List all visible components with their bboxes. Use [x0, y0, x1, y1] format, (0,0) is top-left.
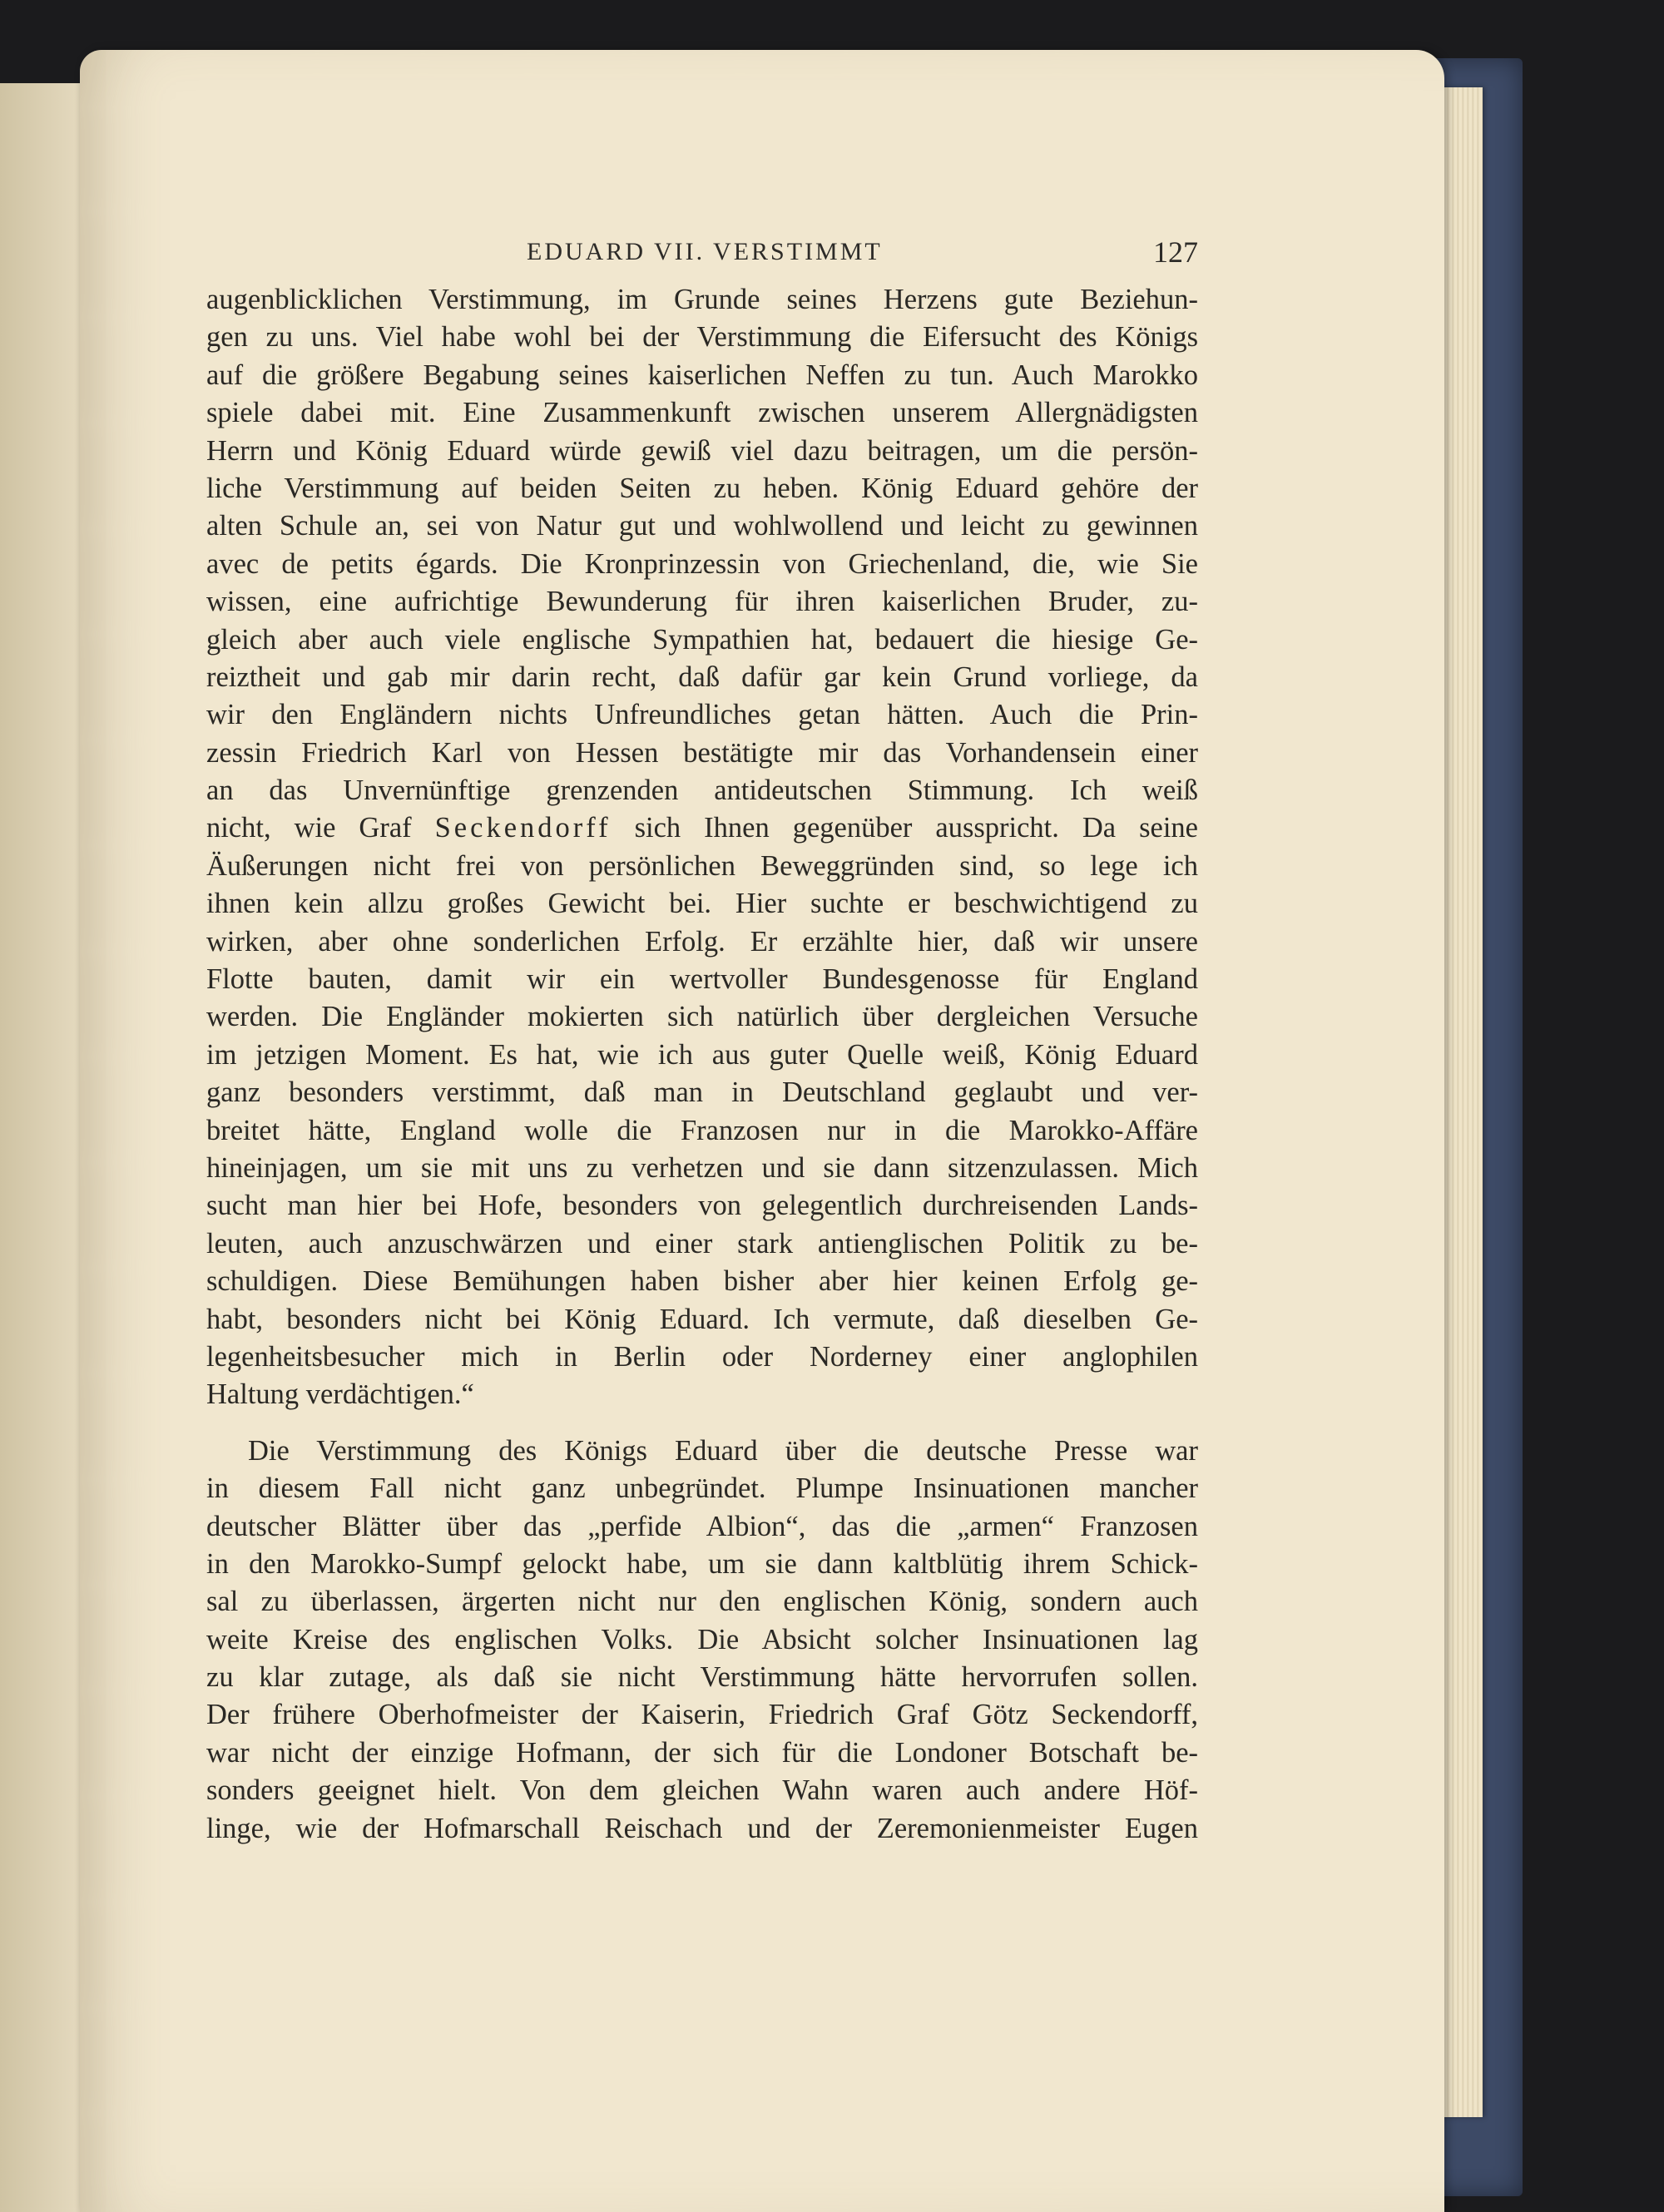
text-line: im jetzigen Moment. Es hat, wie ich aus guter Quelle weiß, König Eduard [206, 1038, 1198, 1071]
text-line: an das Unvernünftige grenzenden antideutschen Stimmung. Ich weiß [206, 774, 1198, 807]
chapter-title: EDUARD VII. VERSTIMMT [527, 238, 883, 265]
text-line: werden. Die Engländer mokierten sich natürlich über dergleichen Versuche [206, 1001, 1198, 1033]
text-line [206, 809, 1198, 847]
text-line: sucht man hier bei Hofe, besonders von gelegentlich durchreisenden Lands- [206, 1190, 1198, 1222]
text-line: liche Verstimmung auf beiden Seiten zu heben. König Eduard gehöre der [206, 472, 1198, 504]
text-line: Herrn und König Eduard würde gewiß viel dazu beitragen, um die persön- [206, 434, 1198, 467]
text-line: avec de petits égards. Die Kronprinzessin von Griechenland, die, wie Sie [206, 547, 1198, 580]
text-segment: sich Ihnen gegenüber ausspricht. Da seine [611, 812, 1198, 844]
text-line: Der frühere Oberhofmeister der Kaiserin, Friedrich Graf Götz Seckendorff, [206, 1699, 1198, 1731]
text-line: wissen, eine aufrichtige Bewunderung für ihren kaiserlichen Bruder, zu- [206, 586, 1198, 618]
text-line: zu klar zutage, als daß sie nicht Verstimmung hätte hervorrufen sollen. [206, 1661, 1198, 1694]
text-line: Die Verstimmung des Königs Eduard über die deutsche Presse war [248, 1434, 1198, 1467]
text-line: Äußerungen nicht frei von persönlichen Beweggründen sind, so lege ich [206, 849, 1198, 882]
text-line: breitet hätte, England wolle die Franzosen nur in die Marokko-Affäre [206, 1114, 1198, 1146]
text-line: gen zu uns. Viel habe wohl bei der Verstimmung die Eifersucht des Königs [206, 321, 1198, 354]
text-line: ganz besonders verstimmt, daß man in Deutschland geglaubt und ver- [206, 1076, 1198, 1109]
paragraph-1 [206, 281, 1198, 1414]
text-line: war nicht der einzige Hofmann, der sich für die Londoner Botschaft be- [206, 1736, 1198, 1769]
text-line: wirken, aber ohne sonderlichen Erfolg. Er erzählte hier, daß wir unsere [206, 925, 1198, 958]
body-text [206, 281, 1198, 1848]
text-line: augenblicklichen Verstimmung, im Grunde seines Herzens gute Beziehun- [206, 284, 1198, 315]
paragraph-gap [206, 1414, 1198, 1433]
text-line: reiztheit und gab mir darin recht, daß dafür gar kein Grund vorliege, da [206, 661, 1198, 693]
text-line: wir den Engländern nichts Unfreundliches getan hätten. Auch die Prin- [206, 699, 1198, 731]
text-line: leuten, auch anzuschwärzen und einer stark antienglischen Politik zu be- [206, 1227, 1198, 1259]
text-line: sonders geeignet hielt. Von dem gleichen Wahn waren auch andere Höf- [206, 1774, 1198, 1807]
text-line: linge, wie der Hofmarschall Reischach und der Zeremonienmeister Eugen [206, 1812, 1198, 1844]
running-head [194, 235, 1198, 273]
text-line: auf die größere Begabung seines kaiserlichen Neffen zu tun. Auch Marokko [206, 359, 1198, 391]
text-line: zessin Friedrich Karl von Hessen bestätigte mir das Vorhandensein einer [206, 736, 1198, 769]
text-line: weite Kreise des englischen Volks. Die Absicht solcher Insinuationen lag [206, 1623, 1198, 1655]
text-line: alten Schule an, sei von Natur gut und wohlwollend und leicht zu gewinnen [206, 510, 1198, 542]
text-line: ihnen kein allzu großes Gewicht bei. Hier suchte er beschwichtigend zu [206, 888, 1198, 920]
text-line: Haltung verdächtigen.“ [206, 1378, 474, 1411]
text-line: habt, besonders nicht bei König Eduard. Ich vermute, daß dieselben Ge- [206, 1303, 1198, 1335]
text-line: Flotte bauten, damit wir ein wertvoller Bundesgenosse für England [206, 963, 1198, 996]
text-line: schuldigen. Diese Bemühungen haben bisher aber hier keinen Erfolg ge- [206, 1265, 1198, 1298]
text-line: in diesem Fall nicht ganz unbegründet. Plumpe Insinuationen mancher [206, 1472, 1198, 1505]
text-line: deutscher Blätter über das „perfide Albion“, das die „armen“ Franzosen [206, 1510, 1198, 1542]
text-line: spiele dabei mit. Eine Zusammenkunft zwischen unserem Allergnädigsten [206, 397, 1198, 429]
text-line: gleich aber auch viele englische Sympathien hat, bedauert die hiesige Ge- [206, 623, 1198, 656]
text-segment: nicht, wie Graf [206, 812, 435, 844]
text-line: legenheitsbesucher mich in Berlin oder Norderney einer anglophilen [206, 1340, 1198, 1373]
paragraph-2 [206, 1433, 1198, 1848]
text-line: sal zu überlassen, ärgerten nicht nur den englischen König, sondern auch [206, 1586, 1198, 1618]
text-line: in den Marokko-Sumpf gelockt habe, um sie dann kaltblütig ihrem Schick- [206, 1547, 1198, 1580]
spaced-name: Seckendorff [434, 812, 612, 844]
text-line: hineinjagen, um sie mit uns zu verhetzen und sie dann sitzenzulassen. Mich [206, 1151, 1198, 1184]
page-number: 127 [1153, 235, 1198, 269]
